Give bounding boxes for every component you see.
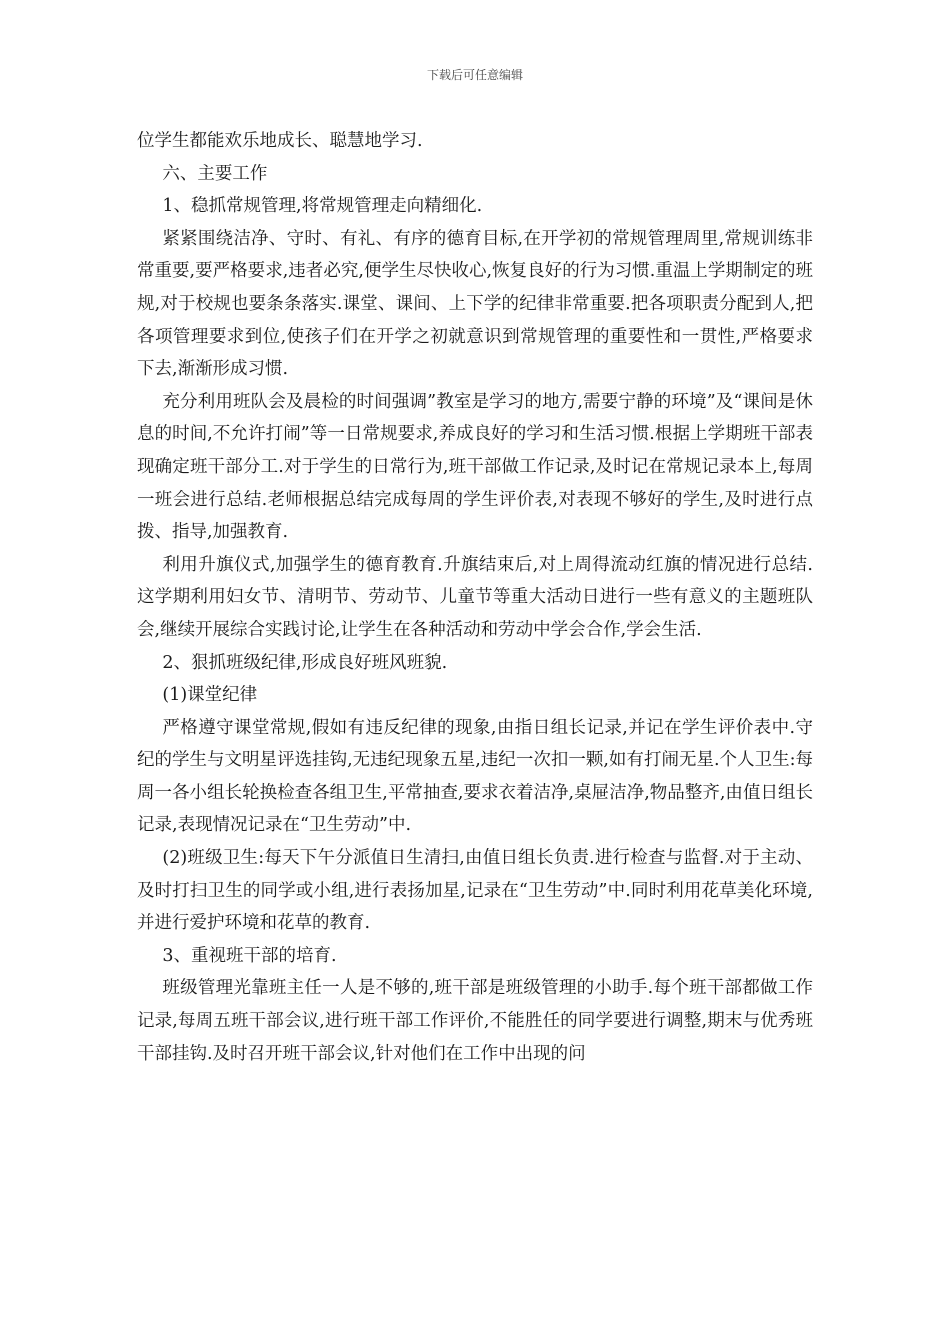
subsection-heading: 1、稳抓常规管理,将常规管理走向精细化. (162, 196, 483, 217)
paragraph: 充分利用班队会及晨检的时间强调”教室是学习的地方,需要宁静的环境”及“课间是休息的时间,不允许打闹”等一日常规要求,养成良好的学习和生活习惯.根据上学期班干部表现确定班干部分工.对于学生的日常行为,班干部做工作记录,及时记在常规记录本上,每周一班会进行总结.老师根据总结完成每周的学生评价表,对表现不够好的学生,及时进行点拨、指导,加强教育. (137, 391, 813, 543)
paragraph: 利用升旗仪式,加强学生的德育教育.升旗结束后,对上周得流动红旗的情况进行总结.这学期利用妇女节、清明节、劳动节、儿童节等重大活动日进行一些有意义的主题班队会,继续开展综合实践讨论,让学生在各种活动和劳动中学会合作,学会生活. (137, 554, 813, 640)
paragraph: 班级管理光靠班主任一人是不够的,班干部是班级管理的小助手.每个班干部都做工作记录,每周五班干部会议,进行班干部工作评价,不能胜任的同学要进行调整,期末与优秀班干部挂钩.及时召开班干部会议,针对他们在工作中出现的问 (137, 978, 813, 1064)
paragraph: (2)班级卫生:每天下午分派值日生清扫,由值日组长负责.进行检查与监督.对于主动、及时打扫卫生的同学或小组,进行表扬加星,记录在“卫生劳动”中.同时利用花草美化环境,并进行爱护环境和花草的教育. (137, 848, 813, 934)
subsection-heading: 3、重视班干部的培育. (162, 945, 337, 966)
document-body (137, 125, 813, 1070)
paragraph: 严格遵守课堂常规,假如有违反纪律的现象,由指日组长记录,并记在学生评价表中.守纪的学生与文明星评选挂钩,无违纪现象五星,违纪一次扣一颗,如有打闹无星.个人卫生:每周一各小组长轮换检查各组卫生,平常抽查,要求衣着洁净,桌屉洁净,物品整齐,由值日组长记录,表现情况记录在“卫生劳动”中. (137, 717, 813, 836)
subsection-heading: 2、狠抓班级纪律,形成良好班风班貌. (162, 652, 448, 673)
paragraph: 位学生都能欢乐地成长、聪慧地学习. (137, 131, 423, 151)
page-header: 下载后可任意编辑 (426, 68, 523, 82)
section-heading: 六、主要工作 (162, 163, 268, 184)
item-heading: (1)课堂纪律 (162, 685, 258, 706)
paragraph: 紧紧围绕洁净、守时、有礼、有序的德育目标,在开学初的常规管理周里,常规训练非常重要,要严格要求,违者必究,便学生尽快收心,恢复良好的行为习惯.重温上学期制定的班规,对于校规也要条条落实.课堂、课间、上下学的纪律非常重要.把各项职责分配到人,把各项管理要求到位,使孩子们在开学之初就意识到常规管理的重要性和一贯性,严格要求下去,渐渐形成习惯. (137, 228, 813, 380)
